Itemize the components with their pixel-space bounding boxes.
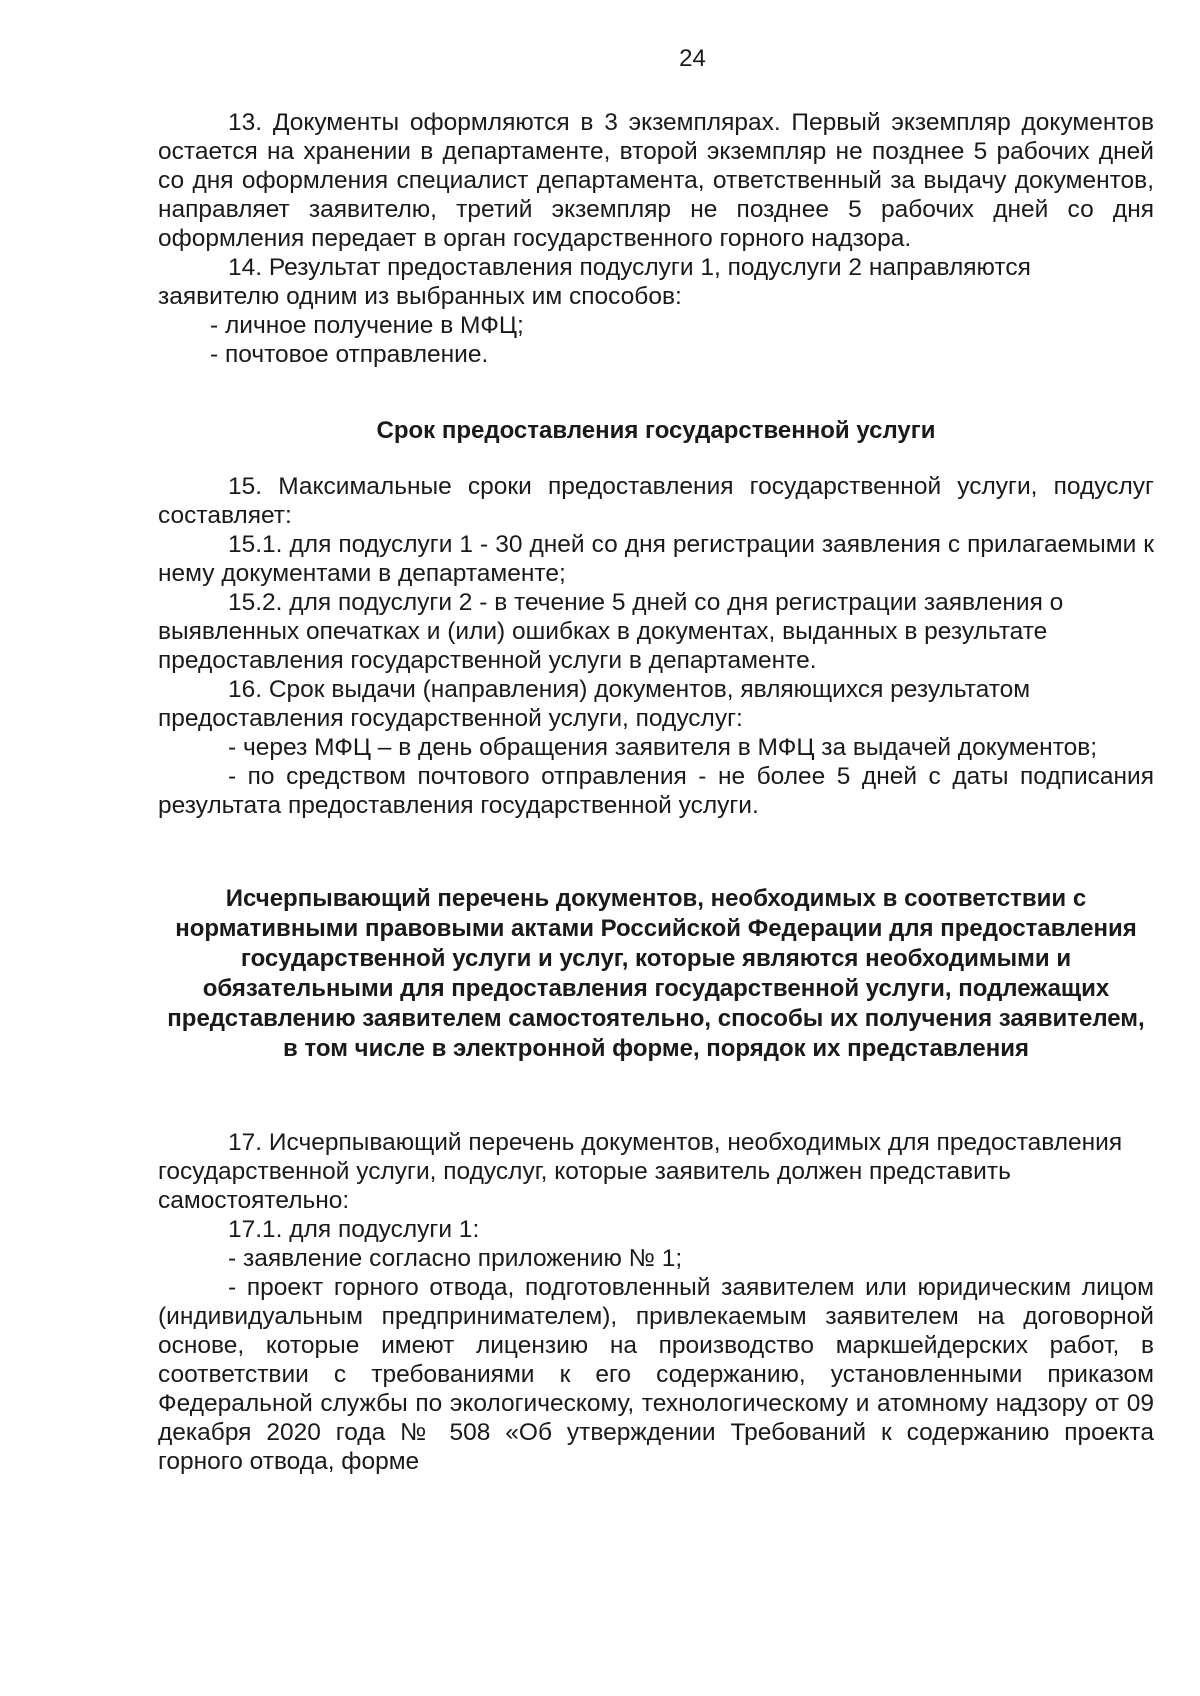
heading-service-term: Срок предоставления государственной услуги	[376, 417, 936, 444]
list-item-application: - заявление согласно приложению № 1;	[228, 1245, 683, 1272]
list-item-personal-receipt: - личное получение в МФЦ;	[210, 312, 524, 339]
paragraph-14: 14. Результат предоставления подуслуги 1, подуслуги 2 направляются заявителю одним из выбранных им способов:	[158, 254, 1031, 310]
list-item-mining-project: - проект горного отвода, подготовленный заявителем или юридическим лицом (индивидуальным предпринимателем), привлекаемым заявителем на договорной основе, которые имеют лицензию на производство маркшейдерских работ, в соответствии с требованиями к его содержанию, установленными приказом Федеральной службы по экологическому, технологическому и атомному надзору от 09 декабря 2020 года № 508 «Об утверждении Требований к содержанию проекта горного отвода, форме	[158, 1274, 1154, 1475]
page-number: 24	[679, 45, 706, 72]
section-term	[158, 472, 1154, 820]
paragraph-16-mfc: - через МФЦ – в день обращения заявителя в МФЦ за выдачей документов;	[228, 734, 1098, 761]
section-documents	[158, 1128, 1154, 1476]
paragraph-15-1: 15.1. для подуслуги 1 - 30 дней со дня регистрации заявления с прилагаемыми к нему документами в департаменте;	[158, 531, 1154, 587]
paragraph-15: 15. Максимальные сроки предоставления государственной услуги, подуслуг составляет:	[158, 473, 1154, 529]
paragraph-15-2: 15.2. для подуслуги 2 - в течение 5 дней со дня регистрации заявления о выявленных опечатках и (или) ошибках в документах, выданных в результате предоставления государственной услуги в департаменте.	[158, 589, 1064, 674]
paragraph-17-1: 17.1. для подуслуги 1:	[228, 1216, 480, 1243]
paragraph-17: 17. Исчерпывающий перечень документов, необходимых для предоставления государственной услуги, подуслуг, которые заявитель должен представить самостоятельно:	[158, 1129, 1123, 1214]
paragraph-16-post: - по средством почтового отправления - не более 5 дней с даты подписания результата предоставления государственной услуги.	[158, 763, 1154, 819]
heading-documents-list: Исчерпывающий перечень документов, необходимых в соответствии с нормативными правовыми актами Российской Федерации для предоставления государственной услуги и услуг, которые являются необходимыми и обязательными для предоставления государственной услуги, подлежащих представлению заявителем самостоятельно, способы их получения заявителем, в том числе в электронной форме, порядок их представления	[167, 885, 1145, 1062]
paragraph-16: 16. Срок выдачи (направления) документов, являющихся результатом предоставления государственной услуги, подуслуг:	[158, 676, 1031, 732]
list-item-postal: - почтовое отправление.	[210, 341, 489, 368]
section-issuance	[158, 108, 1154, 369]
paragraph-13: 13. Документы оформляются в 3 экземплярах. Первый экземпляр документов остается на хранении в департаменте, второй экземпляр не позднее 5 рабочих дней со дня оформления специалист департамента, ответственный за выдачу документов, направляет заявителю, третий экземпляр не позднее 5 рабочих дней со дня оформления передает в орган государственного горного надзора.	[158, 109, 1154, 252]
